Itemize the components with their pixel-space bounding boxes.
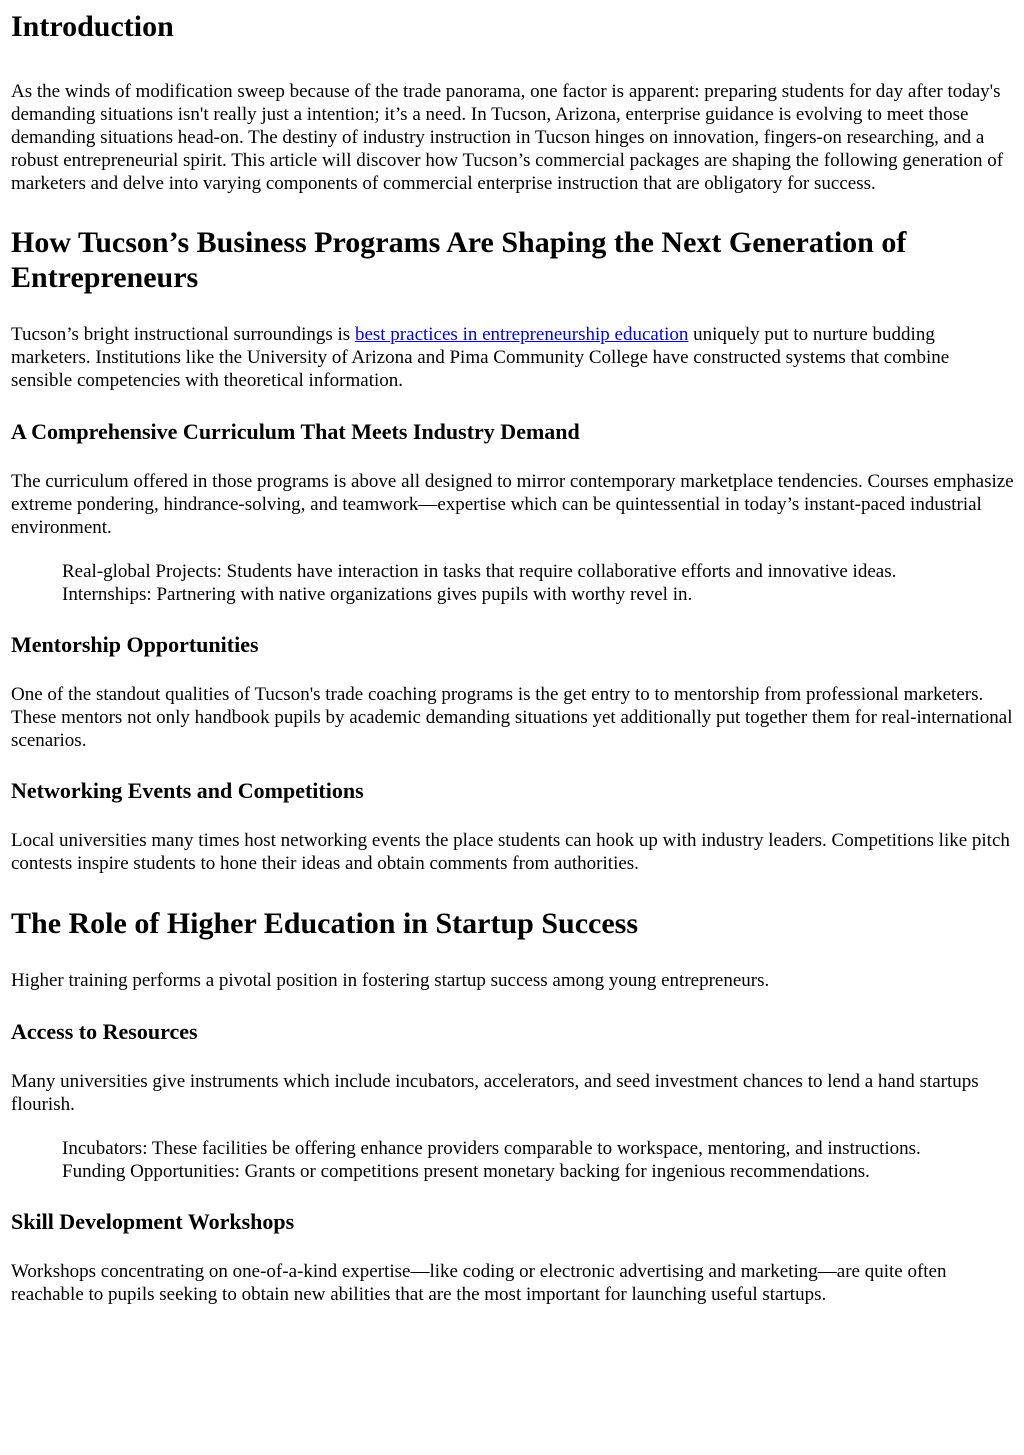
heading-introduction: Introduction — [11, 10, 174, 43]
paragraph-introduction: As the winds of modification sweep because of the trade panorama, one factor is apparent: preparing students for day after today's demanding situations isn't really just a intention; it’s a need. In Tucson, Arizona, enterprise guidance is evolving to meet those demanding situations head-on. The destiny of industry instruction in Tucson hinges on innovation, fingers-on researching, and a robust entrepreneurial spirit. This article will discover how Tucson’s commercial packages are shaping the following generation of marketers and delve into varying components of commercial enterprise instruction that are obligatory for success. — [11, 81, 1004, 194]
list-item: Incubators: These facilities be offering enhance providers comparable to workspace, mentoring, and instructions. — [62, 1138, 921, 1159]
paragraph-skill-development: Workshops concentrating on one-of-a-kind expertise—like coding or electronic advertising and marketing—are quite often reachable to pupils seeking to obtain new abilities that are the most important for launching useful startups. — [11, 1261, 947, 1305]
heading-tucson-business-programs: How Tucson’s Business Programs Are Shaping the Next Generation of Entrepreneurs — [11, 226, 907, 294]
curriculum-list — [11, 560, 1014, 606]
article — [0, 9, 1024, 1306]
paragraph-tucson-business-programs — [11, 323, 1014, 392]
paragraph-access-to-resources: Many universities give instruments which include incubators, accelerators, and seed investment chances to lend a hand startups flourish. — [11, 1071, 979, 1115]
heading-higher-education: The Role of Higher Education in Startup Success — [11, 907, 638, 940]
paragraph-curriculum: The curriculum offered in those programs is above all designed to mirror contemporary marketplace tendencies. Courses emphasize extreme pondering, hindrance-solving, and teamwork—expertise which can be quintessential in today’s instant-paced industrial environment. — [11, 471, 1014, 538]
paragraph-mentorship: One of the standout qualities of Tucson's trade coaching programs is the get entry to to mentorship from professional marketers. These mentors not only handbook pupils by academic demanding situations yet additionally put together them for real-international scenarios. — [11, 684, 1013, 751]
heading-curriculum: A Comprehensive Curriculum That Meets Industry Demand — [11, 419, 580, 444]
paragraph-higher-education: Higher training performs a pivotal position in fostering startup success among young entrepreneurs. — [11, 970, 770, 991]
list-item: Internships: Partnering with native organizations gives pupils with worthy revel in. — [62, 584, 693, 605]
paragraph-networking: Local universities many times host networking events the place students can hook up with industry leaders. Competitions like pitch contests inspire students to hone their ideas and obtain comments from authorities. — [11, 830, 1010, 874]
entrepreneurship-education-link[interactable]: best practices in entrepreneurship education — [354, 324, 689, 345]
heading-access-to-resources: Access to Resources — [11, 1019, 198, 1044]
resources-list — [11, 1137, 1014, 1183]
paragraph-text-before-link: Tucson’s bright instructional surroundings is — [11, 324, 355, 345]
heading-networking: Networking Events and Competitions — [11, 778, 364, 803]
heading-skill-development: Skill Development Workshops — [11, 1209, 295, 1234]
list-item: Real-global Projects: Students have interaction in tasks that require collaborative efforts and innovative ideas. — [62, 561, 897, 582]
list-item: Funding Opportunities: Grants or competitions present monetary backing for ingenious recommendations. — [62, 1161, 870, 1182]
paragraph-text-after-link: uniquely put to nurture budding marketers. Institutions like the University of Arizona and Pima Community College have constructed systems that combine sensible competencies with theoretical information. — [11, 324, 950, 391]
heading-mentorship: Mentorship Opportunities — [11, 632, 259, 657]
